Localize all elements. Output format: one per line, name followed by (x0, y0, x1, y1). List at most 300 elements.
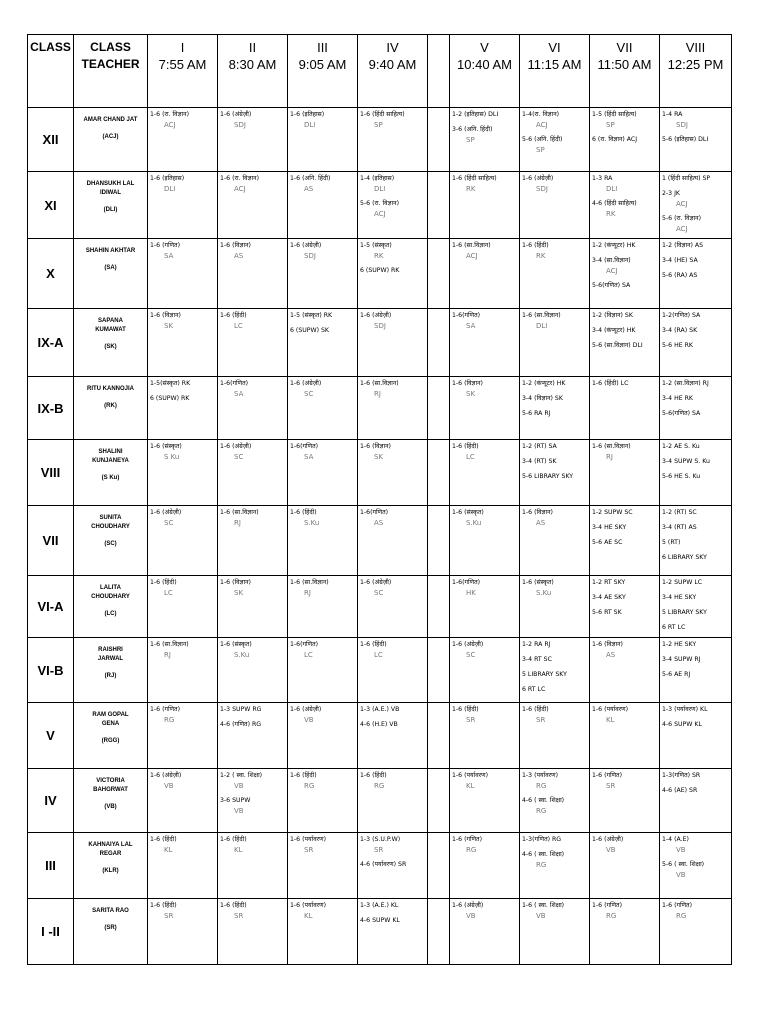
period-entry: 1-3 (पर्यावरण) (522, 772, 559, 779)
period-entry: ACJ (466, 252, 478, 260)
period-entry: RG (536, 807, 547, 815)
period-entry: SC (304, 390, 314, 398)
period-cell (218, 506, 288, 576)
period-number: I (180, 40, 185, 55)
period-entry: 1-6(गणित) (220, 380, 249, 387)
break-cell (428, 440, 450, 506)
teacher-code: (SK) (104, 344, 117, 350)
break-cell (428, 769, 450, 833)
period-cell (288, 108, 358, 172)
period-cell (520, 108, 590, 172)
period-entry: 5-6 AE RJ (662, 671, 691, 678)
period-cell (660, 377, 732, 440)
period-entry: 6 (रा. विज्ञान) ACJ (592, 136, 638, 143)
period-entry: 1-6 (सा.विज्ञान) (522, 312, 561, 319)
period-entry: 1-3 (पर्यावरण) KL (662, 706, 708, 713)
teacher-name: IDIWAL (100, 190, 121, 196)
teacher-name: SHALINI (98, 449, 123, 455)
period-entry: 1-6 (गणित) (592, 772, 622, 779)
class-row (28, 108, 732, 172)
teacher-name: KUMAWAT (95, 327, 126, 333)
period-cell (520, 239, 590, 309)
period-entry: 5-6(गणित) SA (592, 282, 631, 289)
period-cell (520, 576, 590, 638)
period-entry: SR (606, 782, 616, 790)
class-teacher (74, 108, 148, 172)
class-name: X (28, 239, 74, 309)
period-entry: RK (466, 185, 476, 193)
class-teacher (74, 239, 148, 309)
period-entry: 5-6 AE SC (592, 539, 623, 546)
class-name: IV (28, 769, 74, 833)
class-row (28, 239, 732, 309)
class-teacher (74, 377, 148, 440)
teacher-name: REGAR (99, 851, 122, 857)
period-cell (450, 638, 520, 703)
period-entry: 5-6 (सा.विज्ञान) DLI (592, 342, 643, 349)
period-entry: SDJ (374, 322, 386, 330)
period-cell (288, 576, 358, 638)
period-entry: 1-6 ( स्वा. शिक्षा) (522, 902, 565, 909)
period-cell (148, 638, 218, 703)
period-entry: 1-6 (संस्कृत) (220, 641, 252, 648)
period-entry: VB (676, 871, 686, 879)
period-entry: 1-6 (रा. विज्ञान) (220, 175, 260, 182)
period-entry: 1-2 AE S. Ku (662, 443, 700, 450)
period-cell (660, 703, 732, 769)
break-cell (428, 172, 450, 239)
period-entry: 4-6 SUPW KL (662, 721, 702, 728)
period-entry: 1-2 (विज्ञान) SK (592, 312, 633, 319)
period-entry: DLI (164, 185, 176, 193)
period-entry: 3-4 AE SKY (592, 594, 626, 601)
period-entry: SP (606, 121, 615, 129)
class-teacher (74, 638, 148, 703)
teacher-code: (RGG) (101, 738, 120, 744)
period-entry: 1-6 (अंग्रेज़ी) (150, 772, 182, 779)
header-row (28, 35, 732, 108)
period-cell (590, 576, 660, 638)
period-entry: 6 RT LC (522, 686, 546, 693)
period-entry: 1-4(रा. विज्ञान) (522, 111, 560, 118)
class-row (28, 576, 732, 638)
period-entry: 1-6 (रा. विज्ञान) (150, 111, 190, 118)
period-cell (450, 703, 520, 769)
teacher-name: RITU KANNOJIA (86, 386, 134, 392)
period-time: 7:55 AM (158, 57, 207, 72)
teacher-name: BAHGRWAT (93, 787, 128, 793)
teacher-name: SAPANA (98, 318, 123, 324)
period-entry: 1-2 SUPW LC (662, 579, 703, 586)
period-entry: 1-6 (गणित) (150, 706, 180, 713)
period-header (358, 35, 428, 108)
teacher-name: AMAR CHAND JAT (83, 117, 138, 123)
period-entry: 1 (हिंदी साहित्य) SP (662, 175, 711, 182)
period-entry: SK (374, 453, 384, 461)
period-entry: 1-6 (अंग्रेज़ी) (220, 443, 252, 450)
teacher-name: LALITA (100, 585, 121, 591)
period-cell (660, 108, 732, 172)
period-entry: SA (164, 252, 174, 260)
period-entry: 5-6 (इतिहास) DLI (662, 136, 709, 143)
period-entry: 1-6 (गणित) (150, 242, 180, 249)
period-cell (288, 506, 358, 576)
period-entry: LC (164, 589, 173, 597)
period-entry: ACJ (676, 200, 688, 208)
period-cell (590, 440, 660, 506)
period-entry: 1-6 (संस्कृत) (522, 579, 554, 586)
period-entry: 1-6 (हिंदी) (360, 772, 387, 779)
period-cell (520, 899, 590, 965)
period-cell (660, 172, 732, 239)
break-column (428, 35, 450, 108)
period-entry: 1-5(संस्कृत) RK (150, 380, 191, 387)
period-entry: RG (676, 912, 687, 920)
period-cell (450, 239, 520, 309)
period-entry: 5 (RT) (662, 539, 681, 546)
period-entry: 1-6 (अंग्रेज़ी) (220, 111, 252, 118)
period-time: 11:50 AM (597, 57, 652, 72)
header-class-teacher (74, 35, 148, 108)
period-cell (288, 309, 358, 377)
period-entry: 3-4 HE RK (662, 395, 693, 402)
period-cell (520, 377, 590, 440)
period-entry: SR (466, 716, 476, 724)
period-entry: SR (536, 716, 546, 724)
period-entry: 1-2 (कंप्यूटर) HK (592, 242, 636, 249)
period-entry: 1-2 RT SKY (592, 579, 626, 586)
class-name: VI-B (28, 638, 74, 703)
period-entry: RK (536, 252, 546, 260)
period-cell (590, 638, 660, 703)
period-entry: 5-6 RT SK (592, 609, 622, 616)
class-row (28, 638, 732, 703)
period-entry: VB (304, 716, 314, 724)
period-entry: 1-3(गणित) RG (522, 836, 562, 843)
period-entry: 3-4 (RA) SK (662, 327, 698, 334)
period-entry: 3-4 (RT) AS (662, 524, 697, 531)
period-entry: RG (606, 912, 617, 920)
teacher-code: (SR) (104, 925, 117, 931)
break-cell (428, 638, 450, 703)
period-entry: VB (466, 912, 476, 920)
period-cell (358, 108, 428, 172)
period-entry: 1-6 (हिंदी) (290, 772, 317, 779)
period-entry: 1-6 (अंग्रेज़ी) (290, 706, 322, 713)
period-entry: KL (234, 846, 243, 854)
period-cell (358, 638, 428, 703)
period-cell (590, 833, 660, 899)
period-cell (660, 769, 732, 833)
period-cell (148, 833, 218, 899)
period-entry: 1-6 (अंग्रेज़ी) (522, 175, 554, 182)
period-entry: VB (234, 807, 244, 815)
period-cell (218, 309, 288, 377)
period-entry: DLI (536, 322, 548, 330)
period-entry: 1-6 (हिंदी साहित्य) (360, 111, 405, 118)
period-entry: 1-6 (सा.विज्ञान) (290, 579, 329, 586)
period-cell (450, 309, 520, 377)
period-entry: 1-6 (विज्ञान) (220, 242, 251, 249)
period-entry: ACJ (234, 185, 246, 193)
timetable-body (28, 108, 732, 965)
period-entry: 1-4 (A.E) (662, 836, 689, 843)
period-entry: 1-3 (S.U.P.W) (360, 836, 401, 843)
period-cell (520, 703, 590, 769)
break-cell (428, 309, 450, 377)
period-entry: SK (466, 390, 476, 398)
period-entry: SP (536, 146, 545, 154)
period-cell (450, 769, 520, 833)
period-entry: 1-6 (पर्यावरण) (290, 836, 327, 843)
period-entry: 3-4 (RT) SK (522, 458, 557, 465)
period-entry: 5-6(गणित) SA (662, 410, 701, 417)
period-cell (520, 833, 590, 899)
period-entry: 1-5 (संस्कृत) RK (290, 312, 333, 319)
period-entry: 3-4 HE SKY (592, 524, 627, 531)
teacher-name: KAHNAIYA LAL (88, 842, 133, 848)
period-cell (218, 239, 288, 309)
period-cell (148, 309, 218, 377)
period-entry: 1-6(गणित) (360, 509, 389, 516)
period-entry: AS (374, 519, 384, 527)
period-entry: 5-6 (RA) AS (662, 272, 698, 279)
period-cell (288, 440, 358, 506)
class-name: VIII (28, 440, 74, 506)
period-cell (288, 239, 358, 309)
period-cell (148, 440, 218, 506)
teacher-code: (VB) (104, 804, 117, 810)
period-entry: LC (374, 651, 383, 659)
period-entry: S.Ku (304, 519, 320, 527)
period-entry: 1-2 HE SKY (662, 641, 697, 648)
period-entry: ACJ (606, 267, 618, 275)
period-entry: 4-6 (H.E) VB (360, 721, 398, 728)
period-entry: SP (466, 136, 475, 144)
break-cell (428, 576, 450, 638)
period-entry: 1-6 (संस्कृत) (452, 509, 484, 516)
period-entry: 4-6 SUPW KL (360, 917, 400, 924)
teacher-name: GENA (101, 721, 120, 727)
period-cell (218, 638, 288, 703)
period-header (450, 35, 520, 108)
period-entry: 1-6 (अंग्रेज़ी) (290, 242, 322, 249)
period-entry: SR (164, 912, 174, 920)
period-entry: 3-6 (अनि. हिंदी) (452, 126, 493, 133)
period-entry: 1-6 (हिंदी) (150, 836, 177, 843)
period-entry: 3-4 (HE) SA (662, 257, 698, 264)
period-entry: 1-2 (RT) SC (662, 509, 697, 516)
period-entry: VB (676, 846, 686, 854)
period-entry: 5 LIBRARY SKY (662, 609, 707, 616)
period-entry: 1-6 (अंग्रेज़ी) (452, 902, 484, 909)
period-entry: 5-6 (रा. विज्ञान) (360, 200, 400, 207)
teacher-name: RAM GOPAL (92, 712, 129, 718)
period-entry: 5 LIBRARY SKY (522, 671, 567, 678)
period-entry: 1-6 (हिंदी) (452, 443, 479, 450)
period-entry: 4-6 ( स्वा. शिक्षा) (522, 851, 565, 858)
period-entry: KL (466, 782, 475, 790)
period-number: IV (386, 40, 399, 55)
period-cell (218, 769, 288, 833)
period-cell (358, 309, 428, 377)
period-cell (358, 703, 428, 769)
teacher-name: KUNJANEYA (92, 458, 129, 464)
period-entry: RJ (234, 519, 241, 527)
period-header (520, 35, 590, 108)
class-teacher (74, 440, 148, 506)
period-cell (450, 440, 520, 506)
period-entry: 1-6 (हिंदी) (220, 312, 247, 319)
period-entry: 1-2 (विज्ञान) AS (662, 242, 704, 249)
period-entry: 3-4 (कंप्यूटर) HK (592, 327, 636, 334)
period-cell (590, 239, 660, 309)
period-entry: 5-6 LIBRARY SKY (522, 473, 574, 480)
period-cell (218, 576, 288, 638)
period-entry: 1-6 (सा.विज्ञान) (150, 641, 189, 648)
period-entry: LC (304, 651, 313, 659)
period-entry: SC (164, 519, 174, 527)
period-entry: 1-6 (गणित) (662, 902, 692, 909)
period-entry: SC (466, 651, 476, 659)
period-entry: AS (536, 519, 546, 527)
period-cell (218, 899, 288, 965)
period-entry: 3-6 SUPW (220, 797, 251, 804)
period-entry: 3-4 SUPW S. Ku (662, 458, 710, 465)
period-entry: 1-6 (हिंदी) (452, 706, 479, 713)
period-entry: 1-5 (संस्कृत) (360, 242, 392, 249)
period-cell (148, 377, 218, 440)
break-cell (428, 899, 450, 965)
period-entry: 1-6 (हिंदी) LC (592, 380, 629, 387)
period-cell (520, 172, 590, 239)
period-entry: 5-6 HE S. Ku (662, 473, 701, 480)
period-cell (520, 440, 590, 506)
class-row (28, 440, 732, 506)
period-entry: VB (164, 782, 174, 790)
period-time: 9:05 AM (298, 57, 347, 72)
period-header (660, 35, 732, 108)
period-entry: 3-4 RT SC (522, 656, 552, 663)
period-entry: VB (606, 846, 616, 854)
period-entry: ACJ (374, 210, 386, 218)
period-entry: 1-2 (इतिहास) DLI (452, 111, 499, 118)
period-cell (520, 769, 590, 833)
period-cell (218, 108, 288, 172)
period-cell (148, 576, 218, 638)
period-cell (358, 172, 428, 239)
period-header (148, 35, 218, 108)
period-entry: S.Ku (536, 589, 552, 597)
period-entry: SA (466, 322, 476, 330)
period-cell (288, 638, 358, 703)
period-cell (450, 108, 520, 172)
period-entry: 1-6 (सा.विज्ञान) (592, 443, 631, 450)
period-entry: 1-2 ( स्वा. शिक्षा) (220, 772, 263, 779)
period-entry: 1-6 (विज्ञान) (592, 641, 623, 648)
period-entry: 1-6 (हिंदी) (220, 902, 247, 909)
period-cell (660, 309, 732, 377)
period-cell (218, 377, 288, 440)
period-cell (288, 833, 358, 899)
period-entry: 6 (SUPW) RK (150, 395, 190, 402)
class-teacher (74, 506, 148, 576)
period-cell (288, 703, 358, 769)
period-entry: LC (234, 322, 243, 330)
period-entry: 1-6 (सा.विज्ञान) (452, 242, 491, 249)
period-cell (520, 638, 590, 703)
period-cell (520, 309, 590, 377)
period-cell (148, 703, 218, 769)
period-entry: 1-4 RA (662, 111, 683, 118)
period-entry: KL (606, 716, 615, 724)
class-teacher (74, 833, 148, 899)
period-entry: RG (466, 846, 477, 854)
period-entry: 1-6 (इतिहास) (150, 175, 185, 182)
period-cell (450, 576, 520, 638)
period-cell (358, 506, 428, 576)
class-row (28, 309, 732, 377)
class-row (28, 506, 732, 576)
period-entry: 4-6 ( स्वा. शिक्षा) (522, 797, 565, 804)
period-entry: 4-6 (गणित) RG (220, 721, 262, 728)
period-cell (288, 899, 358, 965)
period-entry: 1-6 (सा.विज्ञान) (220, 509, 259, 516)
period-cell (590, 377, 660, 440)
class-name: XII (28, 108, 74, 172)
period-entry: SDJ (536, 185, 548, 193)
period-entry: RJ (374, 390, 381, 398)
period-cell (660, 899, 732, 965)
period-cell (450, 377, 520, 440)
period-entry: VB (536, 912, 546, 920)
period-entry: 1-6 (सा.विज्ञान) (360, 380, 399, 387)
class-row (28, 703, 732, 769)
period-entry: 6 LIBRARY SKY (662, 554, 707, 561)
period-entry: 1-3(गणित) SR (662, 772, 701, 779)
period-cell (450, 506, 520, 576)
period-entry: 1-2 (RT) SA (522, 443, 557, 450)
period-time: 11:15 AM (527, 57, 582, 72)
period-entry: 5-6 RA RJ (522, 410, 551, 417)
period-entry: SDJ (304, 252, 316, 260)
period-cell (148, 108, 218, 172)
period-cell (358, 377, 428, 440)
period-entry: 1-6 (विज्ञान) (452, 380, 483, 387)
header-teacher-line: CLASS (90, 40, 131, 54)
period-entry: 1-3 (A.E.) KL (360, 902, 399, 909)
period-entry: ACJ (164, 121, 176, 129)
period-entry: RG (536, 782, 547, 790)
period-header (218, 35, 288, 108)
teacher-code: (LC) (104, 611, 117, 617)
period-entry: 6 RT LC (662, 624, 686, 631)
period-cell (288, 377, 358, 440)
period-entry: KL (304, 912, 313, 920)
period-cell (590, 108, 660, 172)
teacher-name: SUNITA (99, 515, 122, 521)
teacher-code: (DLI) (103, 207, 118, 213)
period-entry: AS (304, 185, 314, 193)
break-cell (428, 703, 450, 769)
period-entry: 6 (SUPW) RK (360, 267, 400, 274)
break-cell (428, 833, 450, 899)
period-entry: 1-6 (संस्कृत) (150, 443, 182, 450)
period-cell (450, 172, 520, 239)
class-teacher (74, 899, 148, 965)
period-entry: RG (536, 861, 547, 869)
period-entry: SR (374, 846, 384, 854)
